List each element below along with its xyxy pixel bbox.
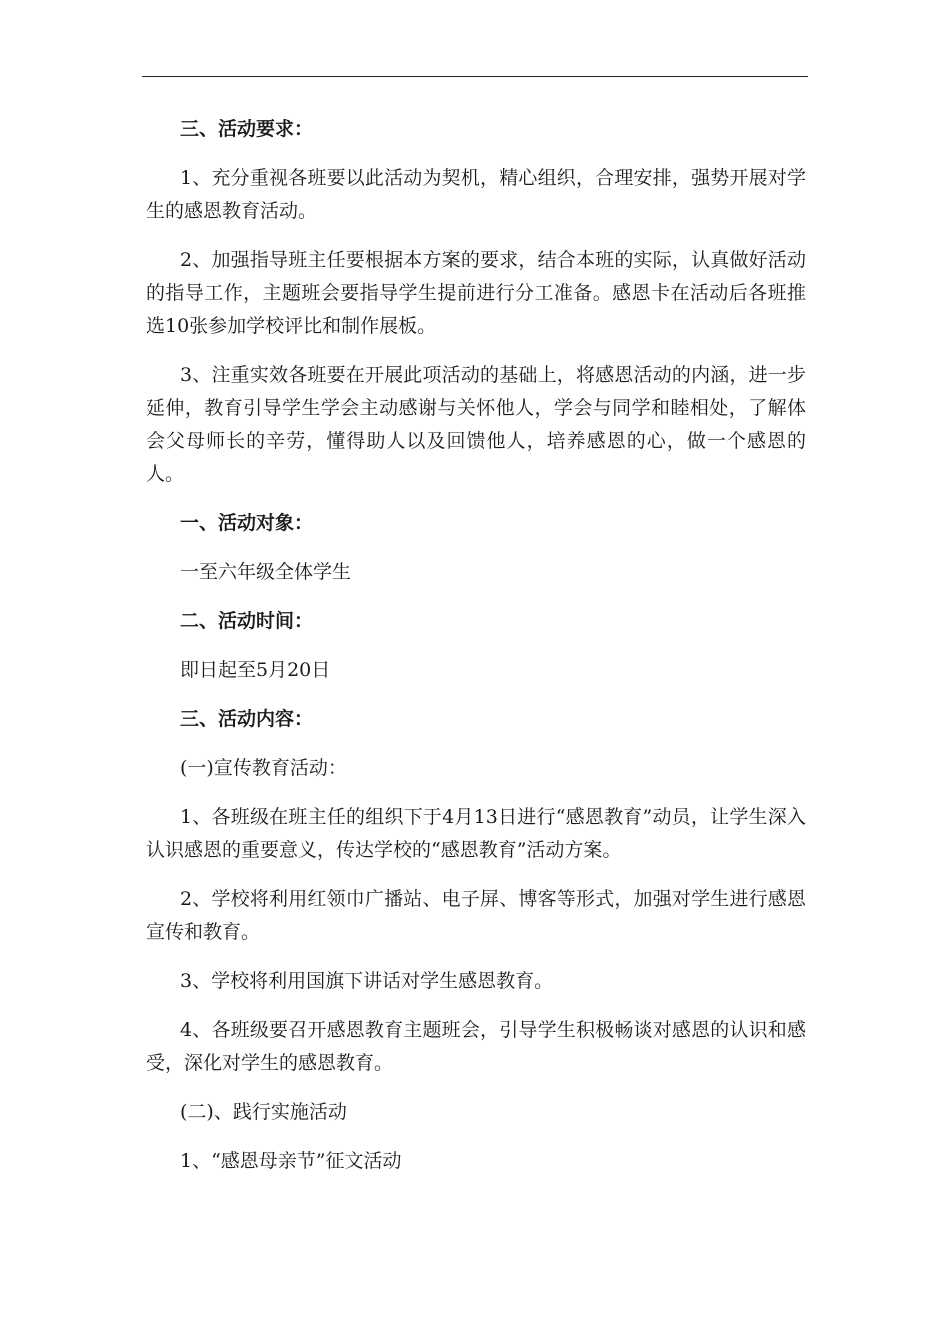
section-heading-target: 一、活动对象： bbox=[180, 512, 314, 534]
subheading-practice: (二)、践行实施活动 bbox=[180, 1101, 347, 1123]
section-heading-content: 三、活动内容： bbox=[180, 708, 314, 730]
paragraph-requirement-3: 3、注重实效各班要在开展此项活动的基础上，将感恩活动的内涵，进一步延伸，教育引导学生学会主动感谢与关怀他人，学会与同学和睦相处，了解体会父母师长的辛劳，懂得助人以及回馈他人，培养感恩的心，做一个感恩的人。 bbox=[146, 364, 806, 485]
section-heading-requirements: 三、活动要求： bbox=[180, 118, 314, 140]
paragraph-time: 即日起至5月20日 bbox=[180, 659, 331, 681]
paragraph-content-1: 1、各班级在班主任的组织下于4月13日进行“感恩教育”动员，让学生深入认识感恩的重要意义，传达学校的“感恩教育”活动方案。 bbox=[146, 806, 806, 861]
document-body bbox=[146, 113, 806, 1194]
paragraph-requirement-2: 2、加强指导班主任要根据本方案的要求，结合本班的实际，认真做好活动的指导工作，主题班会要指导学生提前进行分工准备。感恩卡在活动后各班推选10张参加学校评比和制作展板。 bbox=[146, 249, 806, 337]
header-rule bbox=[142, 76, 808, 77]
paragraph-content-3: 3、学校将利用国旗下讲话对学生感恩教育。 bbox=[180, 970, 554, 992]
paragraph-target: 一至六年级全体学生 bbox=[180, 561, 352, 583]
paragraph-requirement-1: 1、充分重视各班要以此活动为契机，精心组织，合理安排，强势开展对学生的感恩教育活动。 bbox=[146, 167, 806, 222]
paragraph-content-4: 4、各班级要召开感恩教育主题班会，引导学生积极畅谈对感恩的认识和感受，深化对学生的感恩教育。 bbox=[146, 1019, 806, 1074]
paragraph-content-2: 2、学校将利用红领巾广播站、电子屏、博客等形式，加强对学生进行感恩宣传和教育。 bbox=[146, 888, 806, 943]
paragraph-content-5: 1、“感恩母亲节”征文活动 bbox=[180, 1150, 402, 1172]
section-heading-time: 二、活动时间： bbox=[180, 610, 314, 632]
subheading-publicity: (一)宣传教育活动： bbox=[180, 757, 347, 779]
